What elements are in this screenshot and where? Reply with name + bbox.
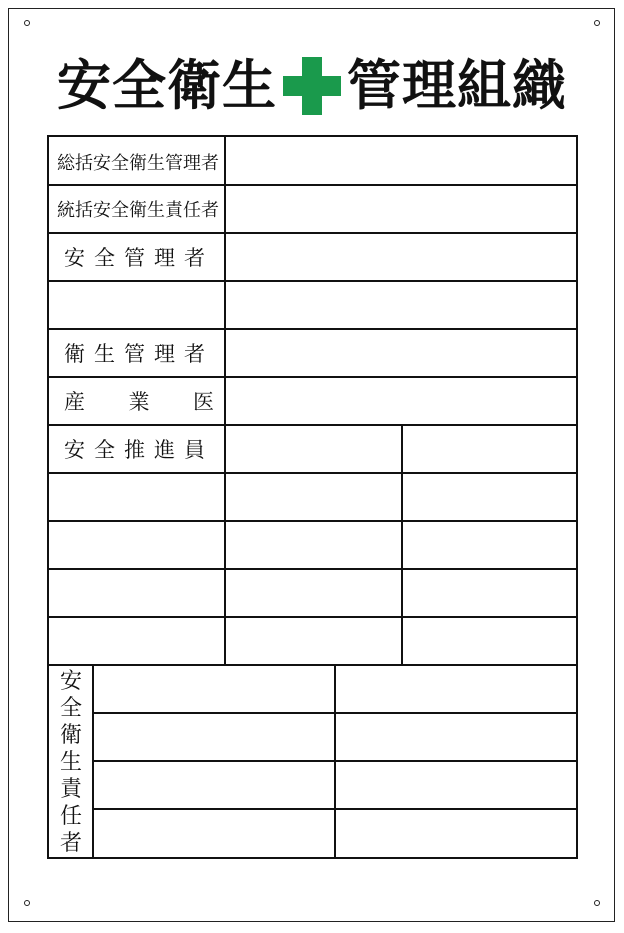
row-divider xyxy=(48,472,577,474)
label-safety-health-responsible xyxy=(49,667,93,857)
mounting-hole-top-right xyxy=(594,20,600,26)
column-divider xyxy=(224,136,226,665)
green-cross-icon xyxy=(283,57,341,115)
label-char: 業 xyxy=(128,390,150,414)
label-char: 産 xyxy=(64,390,85,414)
vertical-label-char: 責 xyxy=(59,776,82,802)
row-divider xyxy=(48,568,577,570)
section-divider xyxy=(48,664,577,666)
mounting-hole-bottom-right xyxy=(594,900,600,906)
vertical-label-char: 生 xyxy=(59,749,82,775)
label-safety-manager: 安全管理者 xyxy=(64,246,214,270)
row-divider xyxy=(48,520,577,522)
vertical-label-char: 任 xyxy=(59,803,82,829)
title-left-text: 安全衛生 xyxy=(57,54,277,117)
label-safety-promoter: 安全推進員 xyxy=(64,438,214,462)
title-right-text: 管理組織 xyxy=(347,54,567,117)
vertical-label-char: 安 xyxy=(59,668,82,694)
row-divider xyxy=(48,616,577,618)
vertical-label-char: 衛 xyxy=(59,722,82,748)
label-general-safety-health-manager: 総括安全衛生管理者 xyxy=(57,152,219,174)
column-divider xyxy=(401,425,403,665)
vertical-label-char: 者 xyxy=(59,830,82,856)
row-divider xyxy=(48,280,577,282)
label-industrial-physician xyxy=(64,378,214,424)
label-general-safety-health-responsible: 統括安全衛生責任者 xyxy=(57,200,219,221)
column-divider xyxy=(334,665,336,857)
mounting-hole-top-left xyxy=(24,20,30,26)
cross-bar-vertical xyxy=(302,57,322,115)
sign-title xyxy=(0,46,624,126)
mounting-hole-bottom-left xyxy=(24,900,30,906)
label-health-manager: 衛生管理者 xyxy=(64,342,214,366)
vertical-label-char: 全 xyxy=(59,695,82,721)
label-char: 医 xyxy=(193,390,214,414)
